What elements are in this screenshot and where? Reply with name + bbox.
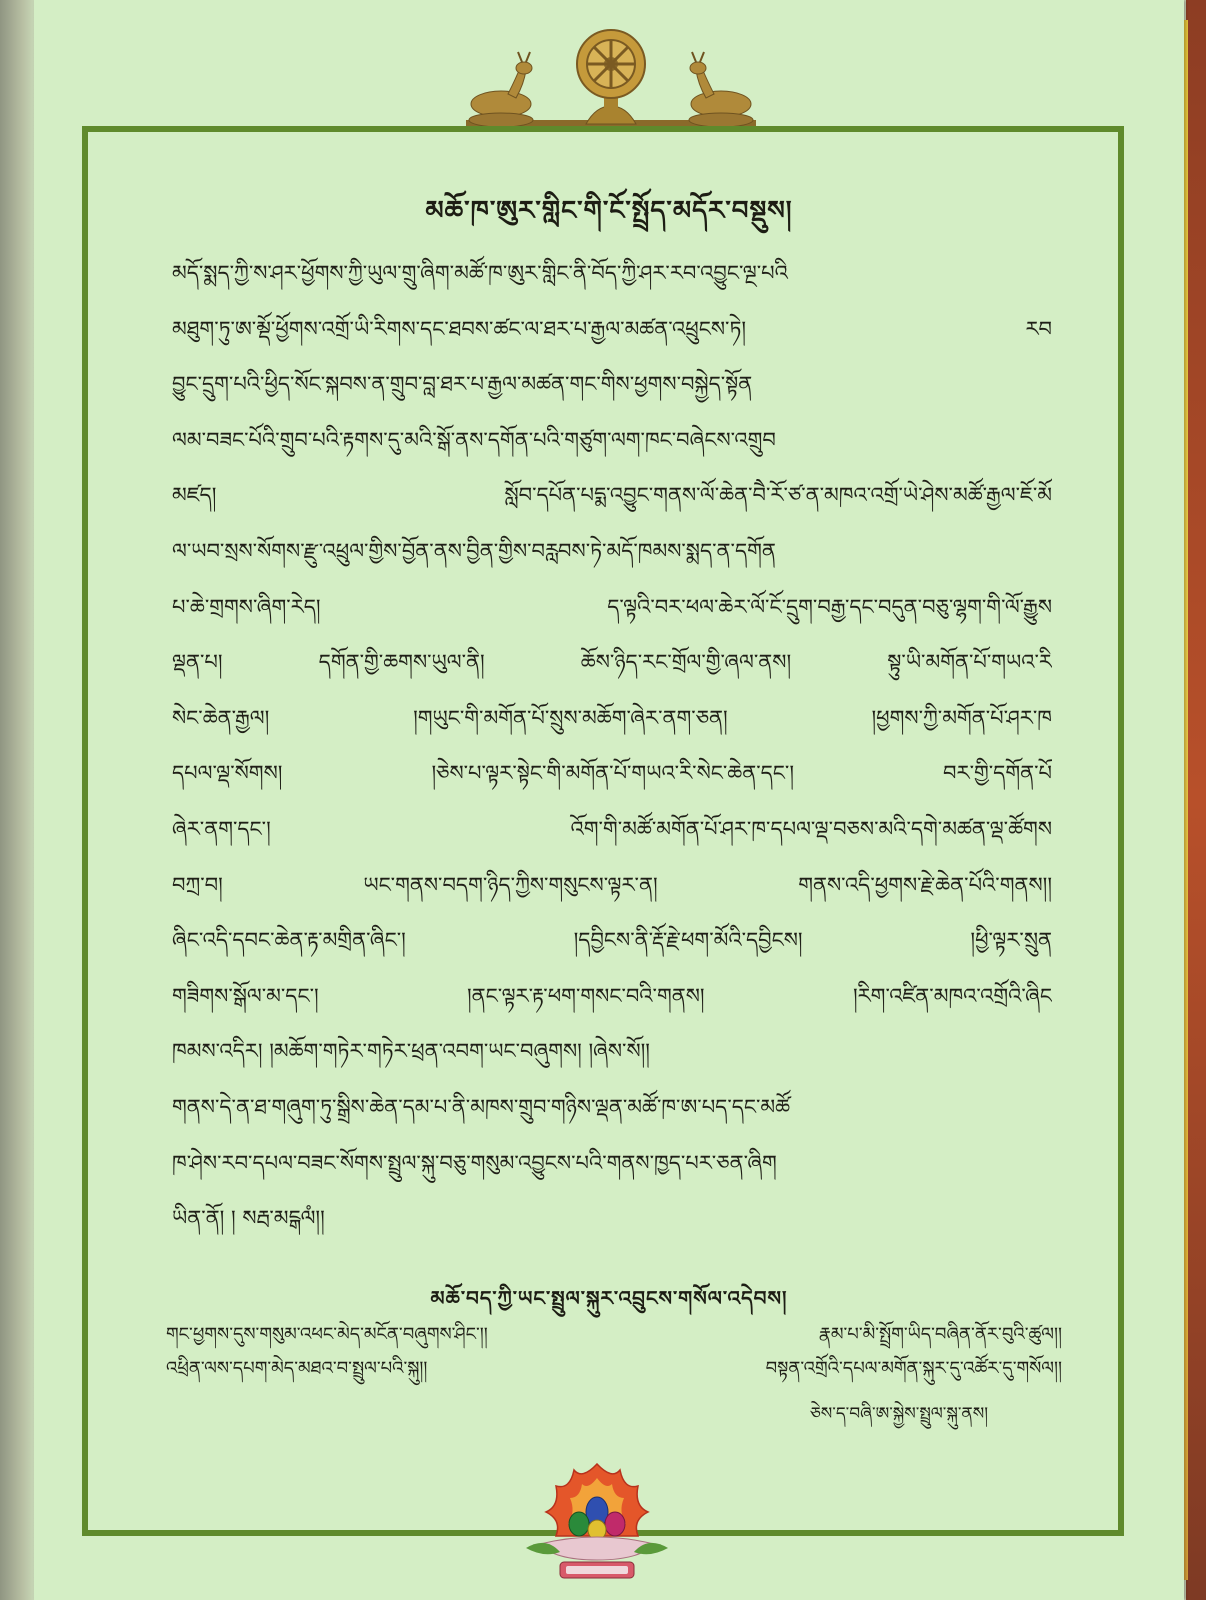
prayer-title: མཆོ་བད་ཀྱི་ཡང་སྤྲུལ་སྐུར་འབྲུངས་གསོལ་འདེབས། <box>430 1286 788 1310</box>
text-line: མཛད། སློབ་དཔོན་པདྨ་འབྱུང་གནས་ལོ་ཆེན་བཻ་རོ་ཙ་ན་མཁའ་འགྲོ་ཡེ་ཤེས་མཚོ་རྒྱལ་ཇོ་མོ <box>172 483 1052 508</box>
text-line: མདོ་སྨད་ཀྱི་ས་ཤར་ཕྱོགས་ཀྱི་ཡུལ་གྲུ་ཞིག་མཚོ་ཁ་ཨུར་གླིང་ནི་བོད་ཀྱི་ཤར་རབ་འབྱུང་ལྔ་པའི <box>172 261 788 285</box>
verse-line: རྣམ་པ་མི་སྤྲོག་ཡིད་བཞིན་ནོར་བུའི་ཚུལ།། <box>818 1324 1062 1345</box>
text-line: ཞིང་འདི་དབང་ཆེན་རྟ་མགྲིན་ཞིང་། །དབྱིངས་ནི་རྡོ་རྗེ་ཕག་མོའི་དབྱིངས། །ཕྱི་ལྟར་སྲུན <box>172 928 1052 953</box>
signature-line: ཅེས་ད་བཞི་ཨ་སྐྱེས་སྤྲུལ་སྐུ་ནས། <box>809 1404 988 1424</box>
text-line: མཐུག་ཏུ་ཨ་མྡོ་ཕྱོགས་འགྲོ་ཡི་རིགས་དང་ཐབས་ཚང་ལ་ཐར་པ་རྒྱལ་མཚན་འཕྲུངས་ཏེ། རབ <box>172 316 1052 341</box>
dharma-wheel-deer-ornament <box>446 28 776 134</box>
verse-row <box>166 1318 1062 1352</box>
text-line: ལམ་བཟང་པོའི་གྲུབ་པའི་རྟགས་དུ་མའི་སྒོ་ནས་དགོན་པའི་གཙུག་ལག་ཁང་བཞེངས་འགྲུབ <box>172 427 776 452</box>
verse-line: གང་ཕྱགས་དུས་གསུམ་འཕང་མེད་མངོན་བཞུགས་ཤིང་།། <box>166 1324 488 1345</box>
text-line: པ་ཆེ་གྲགས་ཞིག་རེད། ད་ལྟའི་བར་ཕལ་ཆེར་ལོ་ངོ་དྲུག་བརྒྱ་དང་བདུན་བཅུ་ལྷག་གི་ལོ་རྒྱུས <box>172 594 1052 619</box>
flaming-jewel-ornament <box>520 1460 674 1590</box>
verse-line: བསྟན་འགྲོའི་དཔལ་མགོན་སྐུར་དུ་འཚོར་དུ་གསོལ།། <box>765 1358 1062 1379</box>
text-line: ལ་ཡབ་སྲས་སོགས་རྫུ་འཕྲུལ་གྱིས་བྱོན་ནས་བྱིན་གྱིས་བརླབས་ཏེ་མདོ་ཁམས་སྨད་ན་དགོན <box>172 538 776 563</box>
text-line: གཟིགས་སྒོལ་མ་དང་། །ནང་ལྟར་རྟ་ཕག་གསང་བའི་གནས། །རིག་འཛིན་མཁའ་འགྲོའི་ཞིང <box>172 983 1052 1008</box>
body-text <box>172 246 1052 1247</box>
text-line: བྱུང་དྲུག་པའི་ཕྱིད་སོང་སྐབས་ན་གྲུབ་བླ་ཐར་པ་རྒྱལ་མཚན་གང་གིས་ཕྱགས་བསྐྱེད་སྟོན <box>172 372 753 397</box>
text-line: སེང་ཆེན་རྒྱལ། །གཡུང་གི་མགོན་པོ་སྲུས་མཆོག་ཞེར་ནག་ཅན། །ཕྱགས་ཀྱི་མགོན་པོ་ཤར་ཁ <box>172 705 1052 730</box>
page-edge-red <box>1186 0 1206 1600</box>
text-line: ཁ་ཤེས་རབ་དཔལ་བཟང་སོགས་སྤྲུལ་སྐུ་བཅུ་གསུམ་འབྱུངས་པའི་གནས་ཁྱད་པར་ཅན་ཞིག <box>172 1150 777 1175</box>
text-line: བཀྲ་བ། ཡང་གནས་བདག་ཉིད་ཀྱིས་གསུངས་ལྟར་ན། གནས་འདི་ཕྱགས་རྗེ་ཆེན་པོའི་གནས།། <box>172 872 1052 897</box>
prayer-verses <box>166 1318 1062 1386</box>
text-line: དཔལ་ལྡ་སོགས། །ཅེས་པ་ལྟར་སྟེང་གི་མགོན་པོ་གཡའ་རི་སེང་ཆེན་དང་། བར་གྱི་དགོན་པོ <box>172 761 1052 786</box>
text-line: ཁམས་འདིར། །མཆོག་གཏེར་གཏེར་ཕྲན་འབག་ཡང་བཞུགས། །ཞེས་སོ།། <box>172 1039 650 1064</box>
text-line: ཡིན་ནོ། ། སརྦ་མངྒལཾ།། <box>172 1206 325 1231</box>
page <box>34 0 1184 1600</box>
verse-row <box>166 1352 1062 1386</box>
text-line: ལྡན་པ། དགོན་གྱི་ཆགས་ཡུལ་ནི། ཆོས་ཉིད་རང་གྲོལ་གྱི་ཞལ་ནས། སྟུ་ཡི་མགོན་པོ་གཡའ་རི <box>172 650 1052 675</box>
document-title: མཆོ་ཁ་ཨུར་གླིང་གི་ངོ་སྤྲོད་མདོར་བསྡུས། <box>425 196 793 226</box>
text-line: ཞེར་ནག་དང་། འོག་གི་མཚོ་མགོན་པོ་ཤར་ཁ་དཔལ་ལྡ་བཅས་མའི་དགེ་མཚན་ལྡ་ཚོགས <box>172 816 1052 841</box>
verse-line: འཕྲིན་ལས་དཔག་མེད་མཐའ་བ་སྤྲུལ་པའི་སྐུ།། <box>166 1358 428 1379</box>
text-line: གནས་དེ་ན་ཐ་གཞུག་ཏུ་སྒྲིས་ཆེན་དམ་པ་ནི་མཁས་གྲུབ་གཉིས་ལྡན་མཚོ་ཁ་ཨ་པད་དང་མཚོ <box>172 1094 791 1119</box>
